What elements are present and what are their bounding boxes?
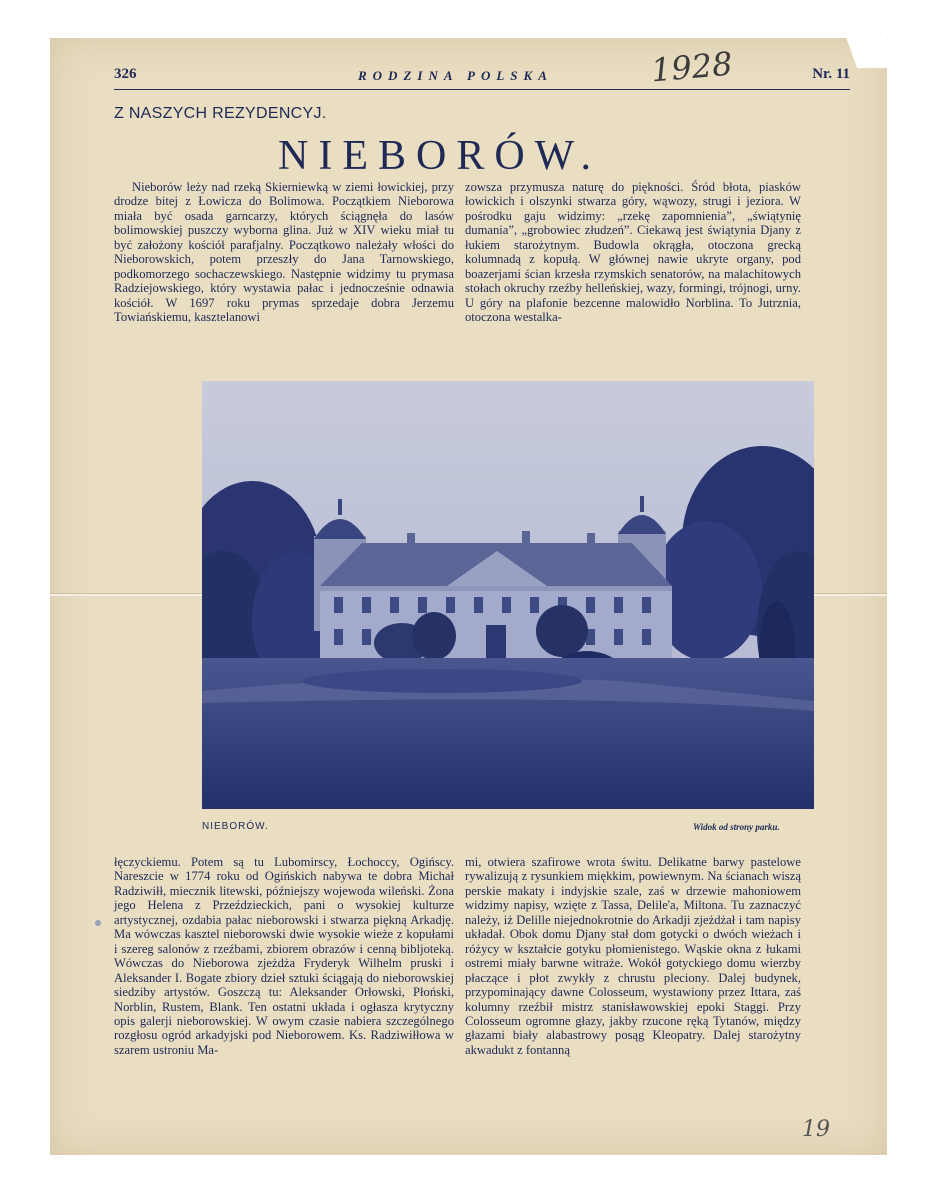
paragraph: łęczyckiemu. Potem są tu Lubomirscy, Łochoccy, Ogińscy. Nareszcie w 1774 roku od Ogińskich nabywa te dobra Michał Radziwiłł, miecznik litewski, późniejszy wojewoda wileński. Żona jego Helena z Przeździeckich, pani o wysokiej kulturze artystycznej, ozdabia pałac nieborowski i stwarza piękną Arkadję. Ma wówczas kasztel nieborowski dwie wysokie wieże z kopułami i szereg salonów z rzeźbami, zbiorem obrazów i cenną bibljoteką. Wówczas do Nieborowa zjeżdża Fryderyk Wilhelm pruski i Aleksander I. Bogate zbiory dzieł sztuki ściągają do nieborowskiej siedziby artystów. Goszczą tu: Aleksander Orłowski, Płoński, Norblin, Rustem, Blank. Ten ostatni układa i ogłasza krytyczny opis galerji nieborowskiej. W owym czasie nabiera szczególnego rozgłosu ogród arkadyjski pod Nieborowem. Ks. Radziwiłłowa w szarem ustroniu Ma-	[114, 855, 454, 1057]
column-top-left	[114, 180, 454, 325]
paragraph: Nieborów leży nad rzeką Skierniewką w ziemi łowickiej, przy drodze bitej z Łowicza do Bolimowa. Początkiem Nieborowa miała być osada garncarzy, których ściągnęła do lasów bolimowskiej puszczy wyborna glina. Już w XIV wieku miał tu być założony kościół parafjalny. Początkowo należały włości do Nieborowskich, potem przeszły do Jana Tarnowskiego, podkomorzego sochaczewskiego. Następnie widzimy tu prymasa Radziejowskiego, który wystawia pałac i jednocześnie odnawia kościół. W 1697 roku prymas sprzedaje dobra Jerzemu Towiańskiemu, kasztelanowi	[114, 180, 454, 325]
handwritten-folio: 19	[802, 1117, 830, 1142]
photo-caption-left: NIEBORÓW.	[202, 821, 269, 832]
page-number: 326	[114, 66, 137, 82]
paragraph: mi, otwiera szafirowe wrota świtu. Delikatne barwy pastelowe rywalizują z rysunkiem miękkim, powiewnym. Na ścianach wiszą perskie makaty i indyjskie szale, zaś w drzewie mahoniowem widzimy napisy, wzięte z Tassa, Delile'a, Miltona. Tu zaznaczyć należy, iż Delille niejednokrotnie do Arkadji zjeżdżał i tam napisy układał. Obok domu Djany stał dom gotycki o dwóch wieżach i różycy w kształcie gotyku płomienistego. Wąskie okna z łukami ostremi miały barwne witraże. Wokół gotyckiego domu wierzby płaczące i płot zwykły z chrustu pleciony. Dalej budynek, przypominający dawne Colosseum, wystawiony przez Ittara, zaś kolumny rzeźbił mistrz stanisławowskiej epoki Staggi. Przy Colosseum ogromne głazy, jakby rzucone ręką Tytanów, między głazami biały alabastrowy posąg Kleopatry. Dalej starożytny akwadukt z fontanną	[465, 855, 801, 1057]
paper-speck	[95, 920, 101, 926]
section-heading: Z NASZYCH REZYDENCYJ.	[114, 105, 327, 122]
column-top-right	[465, 180, 801, 325]
publication-name: RODZINA POLSKA	[358, 68, 553, 83]
running-header	[114, 44, 850, 90]
palace-photo	[202, 381, 814, 809]
issue-number: Nr. 11	[812, 66, 850, 82]
header-rule	[114, 89, 850, 90]
column-bottom-right	[465, 855, 801, 1057]
article-title: NIEBORÓW.	[278, 133, 601, 179]
paragraph: zowsza przymusza naturę do piękności. Śród błota, piasków łowickich i olszynki stwarza góry, wąwozy, strugi i jeziora. W pośrodku gaju widzimy: „rzekę zapomnienia”, „świątynię dumania”, „grobowiec złudzeń”. Ciekawą jest świątynia Djany z łukiem starożytnym. Budowla okrągła, otoczona grecką kolumnadą z kopułą. W głównej nawie ukryte organy, pod boazerjami ścian krzesła rzymskich senatorów, na malachitowych stołach okruchy rzeźby helleńskiej, wazy, formingi, trójnogi, urny. U góry na plafonie bezcenne malowidło Norblina. To Jutrznia, otoczona westalka-	[465, 180, 801, 325]
torn-corner	[845, 34, 897, 68]
handwritten-year: 1928	[649, 44, 734, 90]
photo-caption-right: Widok od strony parku.	[693, 822, 780, 832]
column-bottom-left	[114, 855, 454, 1057]
